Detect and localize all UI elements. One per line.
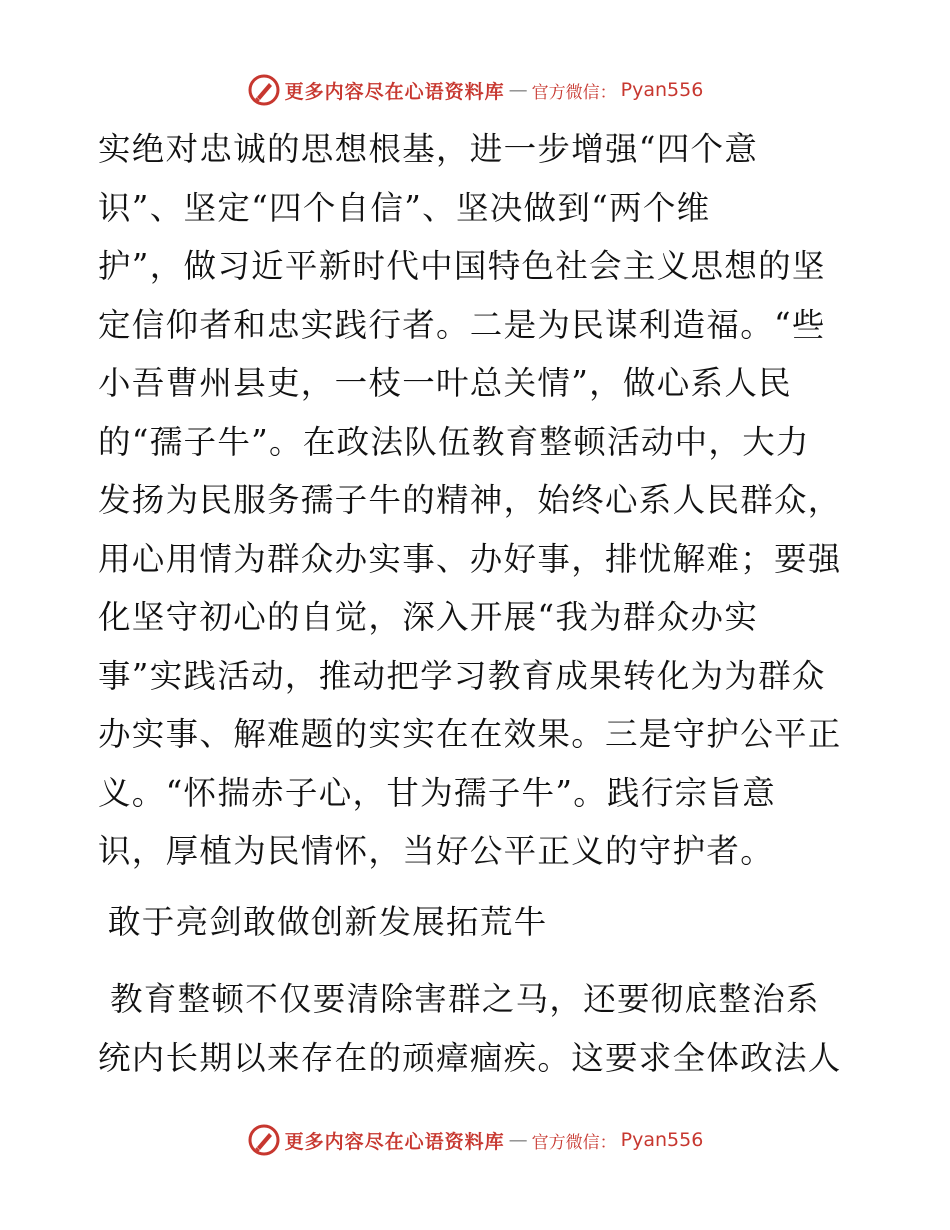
header-watermark — [0, 70, 950, 110]
body-paragraph-2 — [98, 970, 858, 1087]
text-line: 办实事、解难题的实实在在效果。三是守护公平正 — [98, 715, 842, 753]
watermark-separator: — — [508, 79, 528, 101]
text-line: 事”实践活动，推动把学习教育成果转化为为群众 — [98, 656, 826, 695]
watermark-wechat-id: Pyan556 — [620, 79, 704, 101]
section-heading: 敢于亮剑敢做创新发展拓荒牛 — [108, 903, 548, 941]
watermark-site-name: 更多内容尽在心语资料库 — [284, 1130, 505, 1153]
text-line: 用心用情为群众办实事、办好事，排忧解难；要强 — [98, 539, 842, 578]
pen-logo-icon — [247, 73, 281, 107]
text-line: 教育整顿不仅要清除害群之马，还要彻底整治系 — [110, 980, 820, 1018]
text-line: 发扬为民服务孺子牛的精神，始终心系人民群众， — [98, 481, 842, 519]
text-line: 的“孺子牛”。在政法队伍教育整顿活动中，大力 — [98, 422, 810, 461]
text-line: 定信仰者和忠实践行者。二是为民谋利造福。“些 — [98, 305, 826, 344]
watermark-site-name: 更多内容尽在心语资料库 — [284, 80, 505, 103]
watermark-separator: — — [508, 1129, 528, 1151]
text-line: 实绝对忠诚的思想根基，进一步增强“四个意 — [98, 130, 759, 168]
text-line: 义。“怀揣赤子心，甘为孺子牛”。践行宗旨意 — [98, 773, 777, 812]
watermark-wechat-id: Pyan556 — [620, 1129, 704, 1151]
text-line: 化坚守初心的自觉，深入开展“我为群众办实 — [98, 598, 759, 636]
body-paragraph — [98, 120, 858, 881]
watermark-wechat-label: 官方微信： — [531, 82, 617, 103]
text-line: 识”、坚定“四个自信”、坚决做到“两个维 — [98, 188, 711, 227]
text-line: 小吾曹州县吏，一枝一叶总关情”，做心系人民 — [98, 364, 792, 402]
footer-watermark — [0, 1120, 950, 1160]
watermark-wechat-label: 官方微信： — [531, 1132, 617, 1153]
pen-logo-icon — [247, 1123, 281, 1157]
text-line: 护”，做习近平新时代中国特色社会主义思想的坚 — [98, 247, 826, 285]
text-line: 统内长期以来存在的顽瘴痼疾。这要求全体政法人 — [98, 1038, 842, 1077]
text-line: 识，厚植为民情怀，当好公平正义的守护者。 — [98, 832, 775, 870]
